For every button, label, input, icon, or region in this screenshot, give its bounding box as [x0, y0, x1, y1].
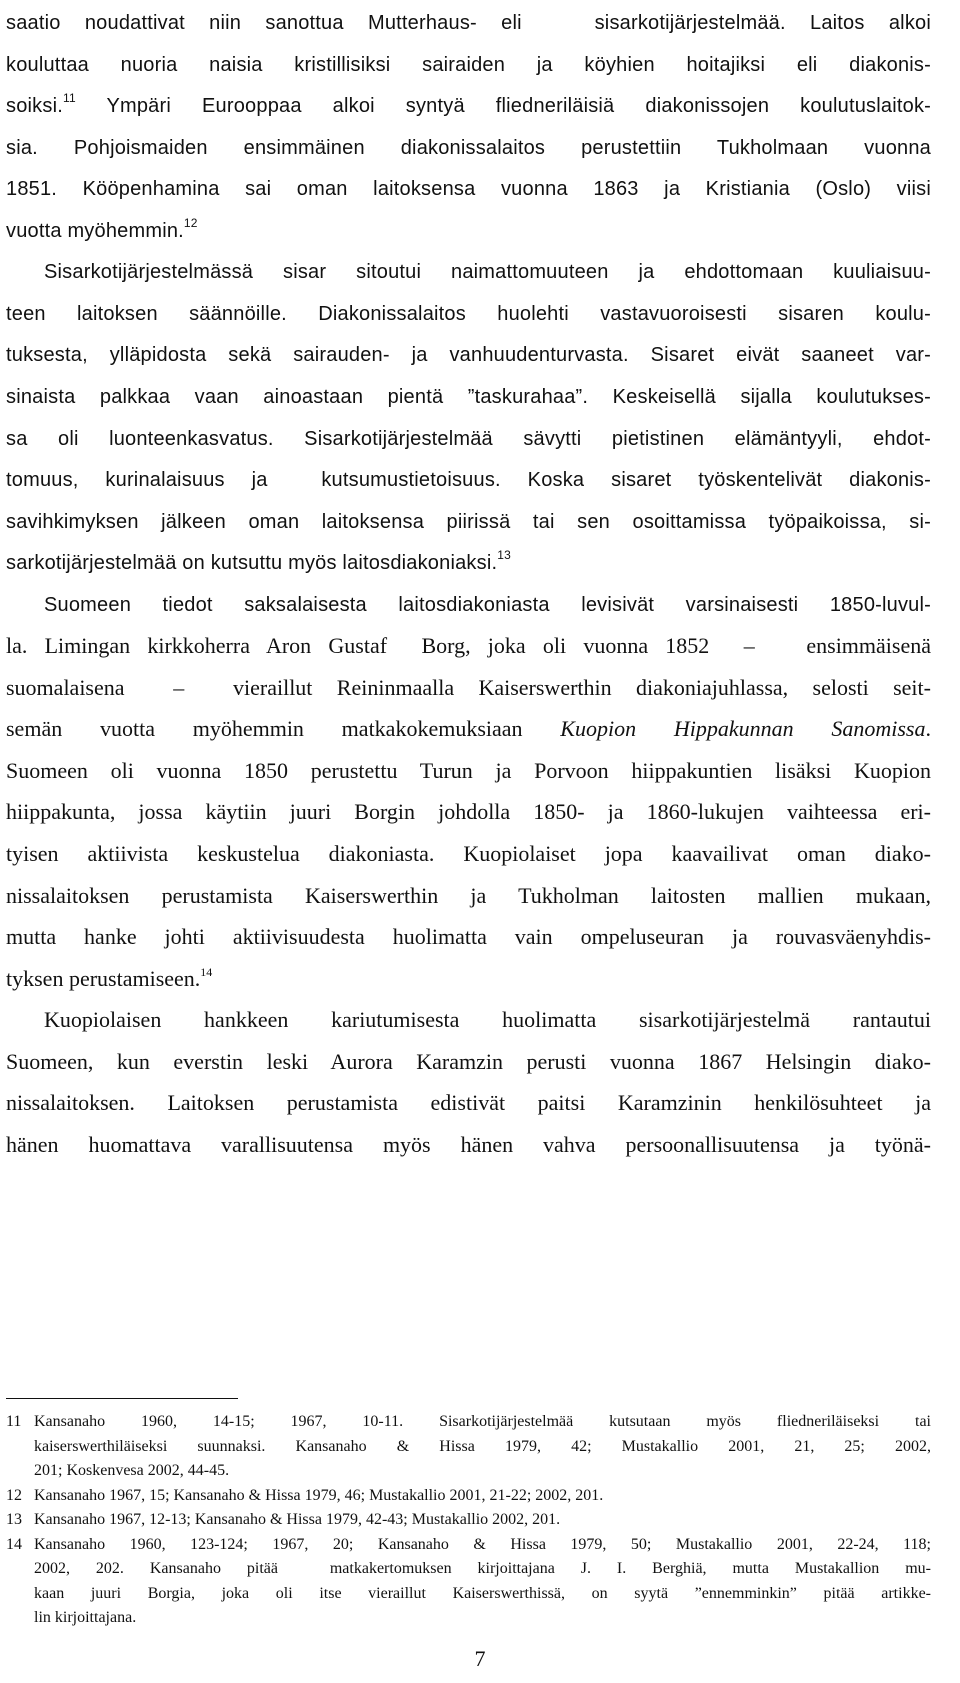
footnote-separator: [6, 1398, 238, 1399]
footnote-number: 14: [6, 1535, 22, 1553]
body-line: [6, 507, 931, 537]
body-line: [6, 8, 931, 38]
body-line: [6, 424, 931, 454]
footnote-number: 12: [6, 1486, 22, 1504]
footnote-reference[interactable]: 12: [183, 215, 198, 230]
body-line-text: Suomeen, kun everstin leski Aurora Karamzin perusti vuonna 1867 Helsingin diako-: [6, 1048, 931, 1074]
footnote-line: 201; Koskenvesa 2002, 44-45.: [34, 1462, 230, 1479]
body-line: [6, 133, 931, 163]
body-line: [6, 174, 931, 204]
body-line: [6, 216, 931, 246]
italic-title: Kuopion Hippakunnan Sanomissa: [560, 716, 926, 742]
body-line-text: soiksi.: [6, 95, 63, 118]
body-line-text-after: .: [925, 716, 931, 742]
body-line-text: tomuus, kurinalaisuus ja kutsumustietoisuus. Koska sisaret työskentelivät diakonis-: [6, 469, 931, 492]
body-line-text: tuksesta, ylläpidosta sekä sairauden- ja vanhuudenturvasta. Sisaret eivät saaneet var-: [6, 344, 931, 367]
body-line-text-after: Ympäri Eurooppaa alkoi syntyä fliedneriläisiä diakonissojen koulutuslaitok-: [75, 95, 931, 118]
body-line: [6, 797, 931, 827]
body-line-text: semän vuotta myöhemmin matkakokemuksiaan: [6, 716, 561, 742]
footnote-line: Kansanaho 1960, 14-15; 1967, 10-11. Sisarkotijärjestelmää kutsutaan myös fliedneriläiseksi tai: [34, 1413, 931, 1430]
footnote-reference[interactable]: 11: [62, 91, 76, 106]
body-line-text: hänen huomattava varallisuutensa myös hänen vahva persoonallisuutensa ja työnä-: [6, 1131, 931, 1157]
body-line: [6, 1088, 931, 1118]
body-line: [6, 548, 931, 578]
footnote-reference[interactable]: 14: [200, 964, 213, 979]
body-line: [6, 673, 931, 703]
body-line: [6, 881, 931, 911]
page-number: 7: [474, 1646, 486, 1671]
footnote-line: 2002, 202. Kansanaho pitää matkakertomuksen kirjoittajana J. I. Berghiä, mutta Mustakallion mu-: [34, 1560, 931, 1577]
body-line: [6, 1047, 931, 1077]
body-line: [6, 382, 931, 412]
body-line-text: la. Limingan kirkkoherra Aron Gustaf Borg, joka oli vuonna 1852 – ensimmäisenä: [6, 633, 931, 659]
body-line: [44, 257, 931, 287]
body-line-text: sa oli luonteenkasvatus. Sisarkotijärjestelmää sävytti pietistinen elämäntyyli, ehdot-: [6, 427, 931, 450]
body-line-text: sarkotijärjestelmää on kutsuttu myös laitosdiakoniaksi.: [6, 552, 498, 575]
footnote-line: Kansanaho 1967, 12-13; Kansanaho & Hissa 1979, 42-43; Mustakallio 2002, 201.: [34, 1511, 561, 1528]
body-line: [6, 756, 931, 786]
body-line-text: saatio noudattivat niin sanottua Mutterhaus- eli sisarkotijärjestelmää. Laitos alkoi: [6, 12, 931, 34]
body-line-text: suomalaisena – vieraillut Reininmaalla Kaiserswerthin diakoniajuhlassa, selosti seit-: [6, 674, 931, 700]
body-line-text: mutta hanke johti aktiivisuudesta huolimatta vain ompeluseuran ja rouvasväenyhdis-: [6, 924, 931, 950]
footnote-line: Kansanaho 1960, 123-124; 1967, 20; Kansanaho & Hissa 1979, 50; Mustakallio 2001, 22-24, 118;: [34, 1535, 931, 1553]
body-line-text: sia. Pohjoismaiden ensimmäinen diakonissalaitos perustettiin Tukholmaan vuonna: [6, 136, 931, 159]
body-line: [44, 1005, 931, 1035]
footnote-number: 11: [6, 1413, 22, 1430]
body-line: [6, 922, 931, 952]
body-line: [6, 631, 931, 661]
body-line: [6, 714, 931, 744]
body-line: [6, 91, 931, 121]
body-line: [44, 590, 931, 620]
footnote-line: kaiserswerthiläiseksi suunnaksi. Kansanaho & Hissa 1979, 42; Mustakallio 2001, 21, 25; 2002,: [34, 1437, 931, 1455]
footnote-line: lin kirjoittajana.: [34, 1609, 137, 1626]
body-line-text: savihkimyksen jälkeen oman laitoksensa piirissä tai sen osoittamissa työpaikoissa, si-: [6, 510, 931, 533]
body-line-text: kouluttaa nuoria naisia kristillisiksi sairaiden ja köyhien hoitajiksi eli diakonis-: [6, 53, 931, 76]
body-line: [6, 839, 931, 869]
footnote-line: Kansanaho 1967, 15; Kansanaho & Hissa 1979, 46; Mustakallio 2001, 21-22; 2002, 201.: [34, 1486, 604, 1504]
body-line: [6, 1130, 931, 1160]
body-line-text: vuotta myöhemmin.: [6, 219, 184, 242]
footnote-reference[interactable]: 13: [497, 548, 511, 563]
body-line: [6, 465, 931, 495]
footnote-number: 13: [6, 1511, 22, 1528]
body-line-text: Sisarkotijärjestelmässä sisar sitoutui naimattomuuteen ja ehdottomaan kuuliaisuu-: [44, 261, 931, 284]
body-line-text: 1851. Kööpenhamina sai oman laitoksensa vuonna 1863 ja Kristiania (Oslo) viisi: [6, 178, 931, 201]
footnote-line: kaan juuri Borgia, joka oli itse vieraillut Kaiserswerthissä, on syytä ”ennemminkin” pitää artikke-: [34, 1584, 931, 1602]
body-line-text: Suomeen tiedot saksalaisesta laitosdiakoniasta levisivät varsinaisesti 1850-luvul-: [44, 593, 931, 616]
body-line-text: sinaista palkkaa vaan ainoastaan pientä ”taskurahaa”. Keskeisellä sijalla koulutukses-: [6, 385, 931, 408]
body-line-text: nissalaitoksen. Laitoksen perustamista edistivät paitsi Karamzinin henkilösuhteet ja: [6, 1090, 931, 1116]
body-line: [6, 340, 931, 370]
body-line-text: tyisen aktiivista keskustelua diakoniasta. Kuopiolaiset jopa kaavailivat oman diako-: [6, 841, 931, 866]
body-line-text: hiippakunta, jossa käytiin juuri Borgin johdolla 1850- ja 1860-lukujen vaihteessa eri-: [6, 799, 931, 825]
body-line-text: Suomeen oli vuonna 1850 perustettu Turun ja Porvoon hiippakuntien lisäksi Kuopion: [6, 757, 931, 783]
body-line: [6, 299, 931, 329]
body-line: [6, 50, 931, 80]
body-line-text: Kuopiolaisen hankkeen kariutumisesta huolimatta sisarkotijärjestelmä rantautui: [44, 1007, 931, 1033]
body-line: [6, 964, 931, 994]
body-line-text: tyksen perustamiseen.: [6, 965, 201, 991]
body-line-text: teen laitoksen säännöille. Diakonissalaitos huolehti vastavuoroisesti sisaren koulu-: [6, 302, 931, 325]
body-line-text: nissalaitoksen perustamista Kaiserswerthin ja Tukholman laitosten mallien mukaan,: [6, 882, 931, 908]
